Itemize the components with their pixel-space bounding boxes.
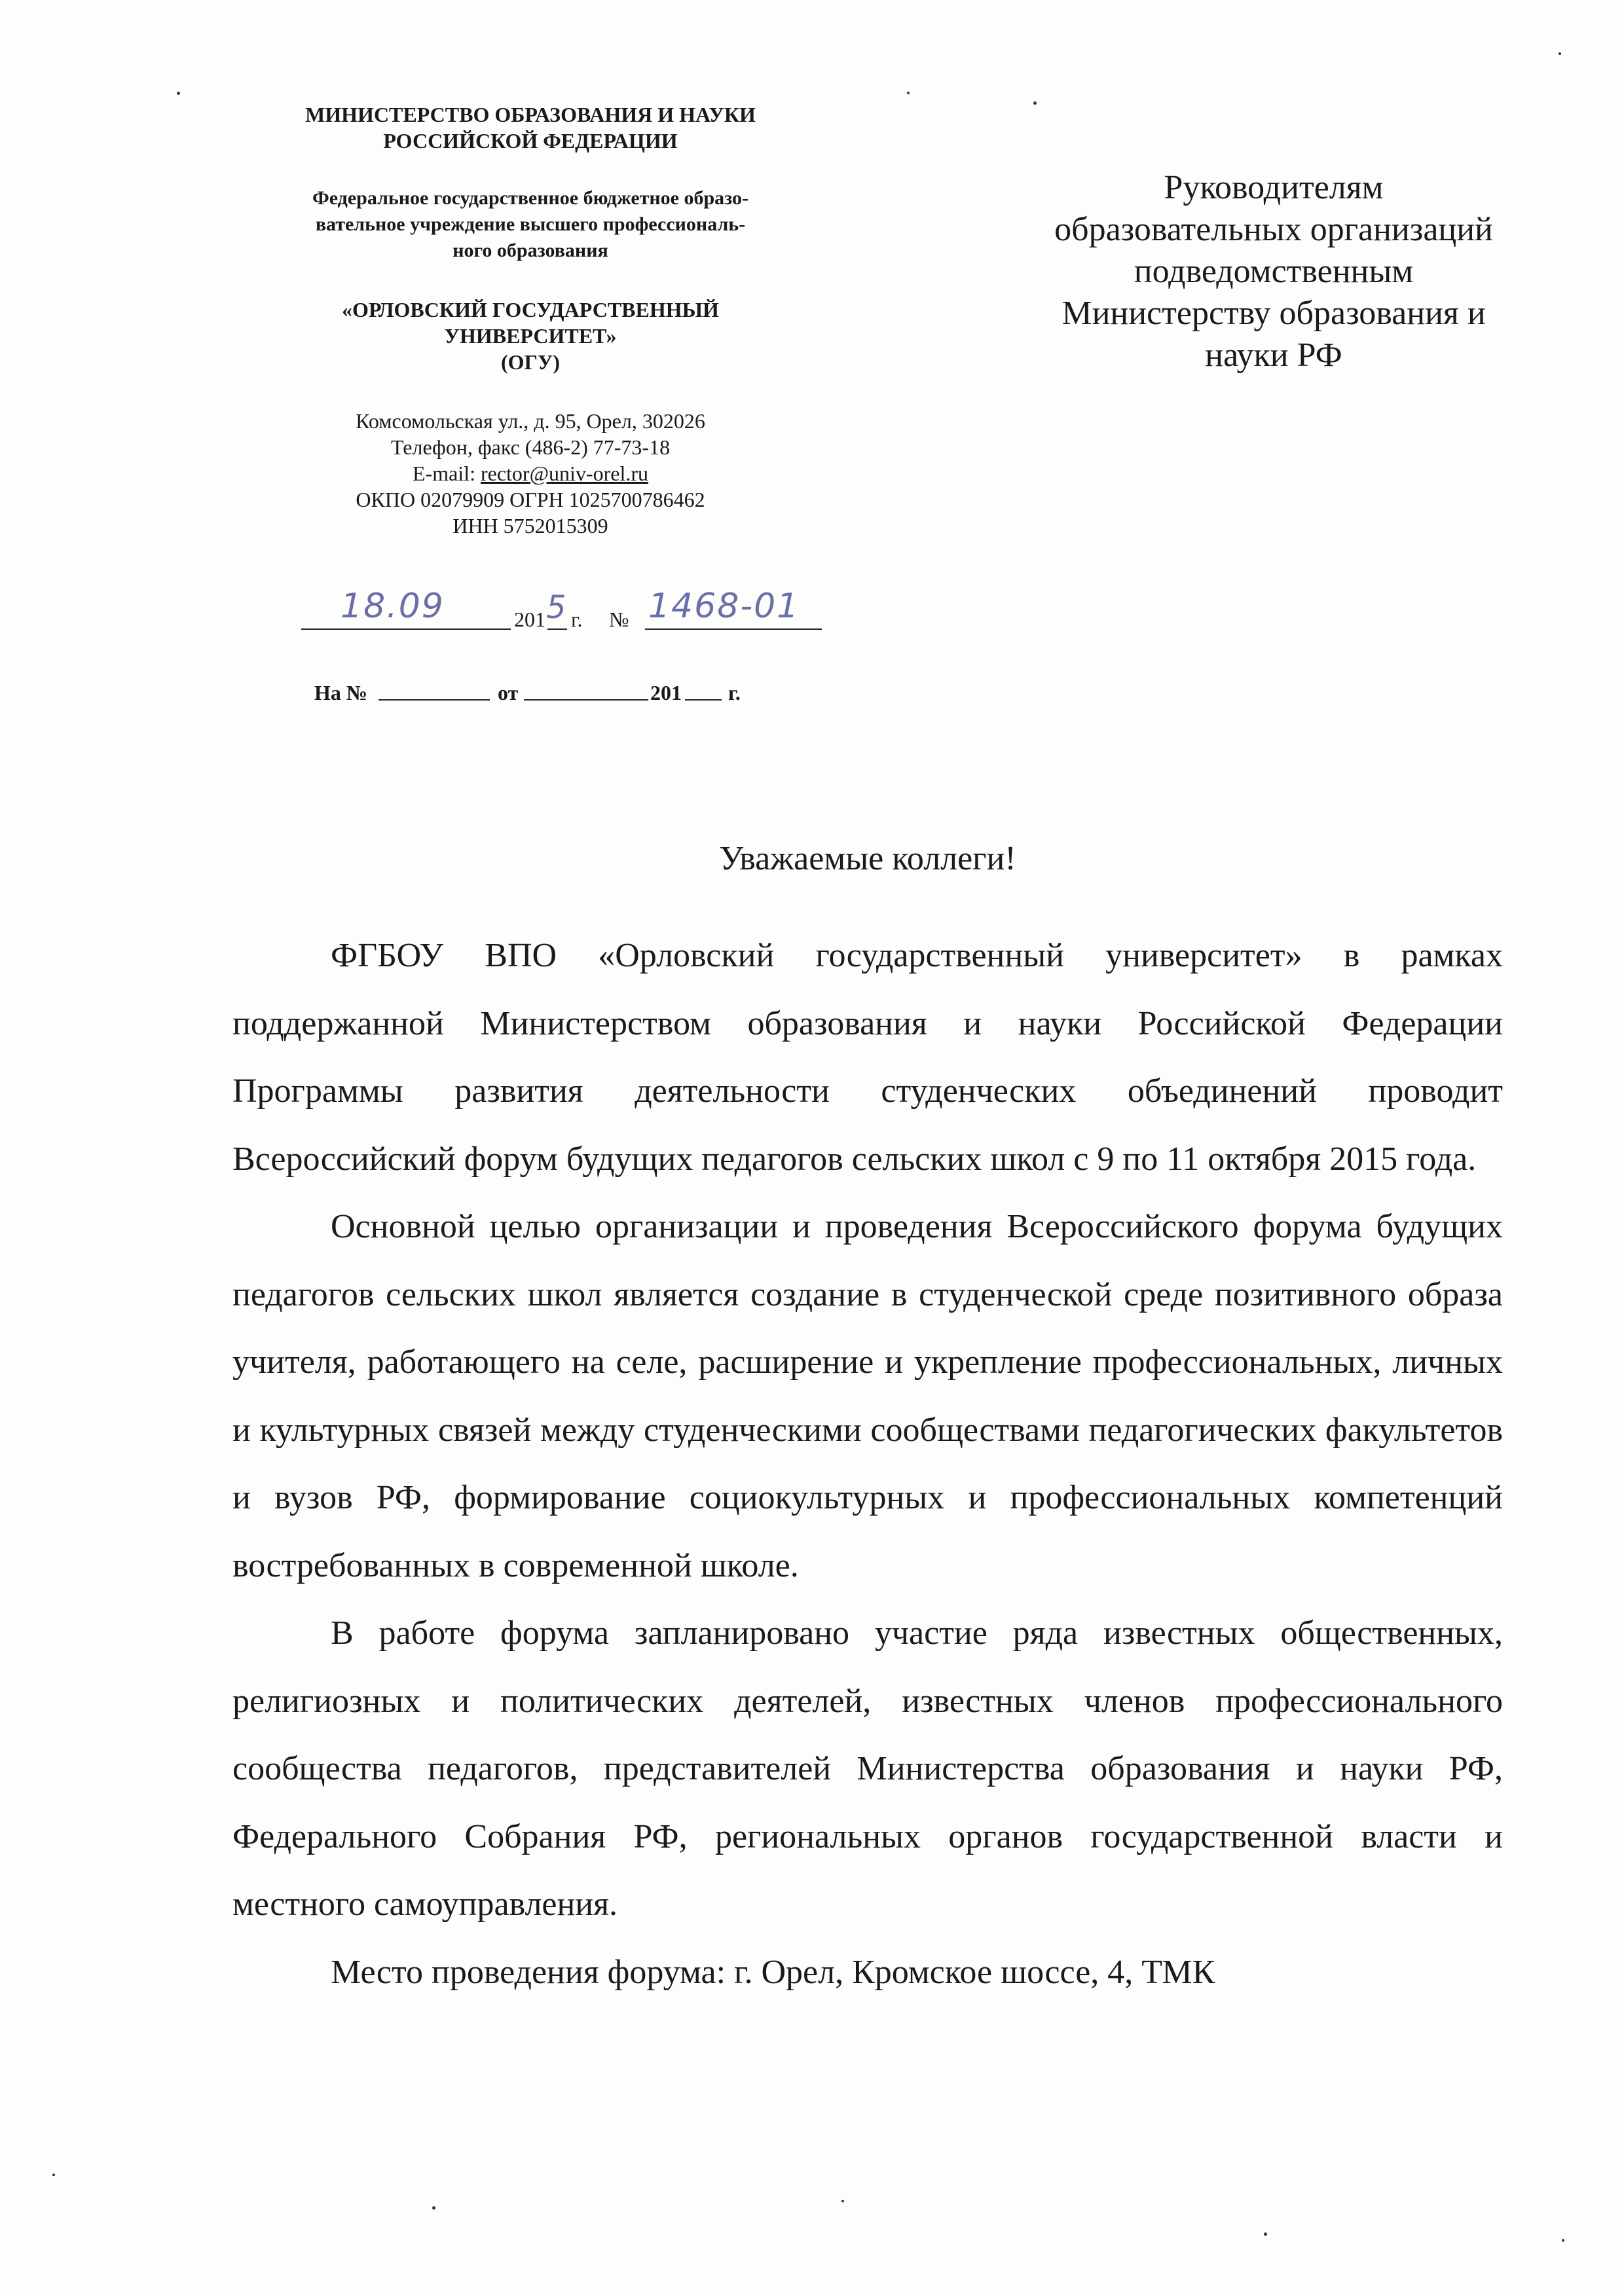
okpo-ogrn: ОКПО 02079909 ОГРН 1025700786462 (356, 488, 705, 511)
handwritten-date: 18.09 (341, 587, 445, 626)
letterhead (223, 101, 838, 539)
salutation: Уважаемые коллеги! (719, 840, 1016, 877)
registration-line (301, 587, 825, 635)
ref-year-underline (685, 699, 722, 701)
ref-year-prefix: 201 (650, 681, 682, 704)
email-link[interactable]: rector@univ-orel.ru (480, 462, 648, 485)
inn: ИНН 5752015309 (452, 514, 608, 538)
org-type-line-2: вательное учреждение высшего профессиональ- (315, 213, 746, 235)
email-label: E-mail: (413, 462, 481, 485)
ministry-line-2: РОССИЙСКОЙ ФЕДЕРАЦИИ (383, 129, 678, 153)
org-type-line-3: ного образования (452, 240, 608, 261)
addressee-line-4: Министерству образования и (1061, 295, 1486, 332)
scan-speck (1559, 52, 1561, 55)
year-suffix: г. (571, 608, 583, 631)
reference-line (314, 674, 838, 707)
paragraph-2: Основной целью организации и проведения Всероссийского форума будущих педагогов сельских школ является создание в студенческой среде позитивного образа учителя, работающего на селе, расширение и укрепление профессиональных, личных и культурных связей между студенческими сообществами педагогических факультетов и вузов РФ, формирование социокультурных и профессиональных компетенций востребованных в современной школе. (232, 1208, 1503, 1584)
ministry-line-1: МИНИСТЕРСТВО ОБРАЗОВАНИЯ И НАУКИ (305, 103, 756, 126)
ref-date-underline (524, 699, 648, 701)
university-abbr: (ОГУ) (500, 350, 561, 374)
ministry-name (223, 101, 838, 154)
scan-speck (1264, 2232, 1267, 2236)
addressee-line-3: подведомственным (1134, 253, 1414, 290)
ref-from-label: от (498, 681, 519, 704)
addressee-line-1: Руководителям (1164, 169, 1384, 206)
scan-speck (52, 2174, 55, 2176)
address: Комсомольская ул., д. 95, Орел, 302026 (356, 409, 705, 433)
scan-speck (432, 2206, 435, 2210)
year-prefix: 201 (514, 608, 545, 631)
contacts (223, 408, 838, 539)
org-type-line-1: Федеральное государственное бюджетное образо- (312, 187, 749, 209)
scan-speck (1562, 2239, 1564, 2242)
paragraph-4: Место проведения форума: г. Орел, Кромское шоссе, 4, ТМК (331, 1953, 1215, 1991)
addressee (1002, 167, 1545, 376)
email-row (223, 460, 838, 486)
scan-speck (177, 92, 180, 95)
addressee-line-5: науки РФ (1205, 337, 1342, 374)
organization-type (223, 185, 838, 264)
paragraph-1: ФГБОУ ВПО «Орловский государственный университет» в рамках поддержанной Министерством образования и науки Российской Федерации Программы развития деятельности студенческих объединений проводит Всероссийский форум будущих педагогов сельских школ с 9 по 11 октября 2015 года. (232, 937, 1503, 1178)
number-label: № (609, 608, 629, 631)
ref-no-underline (378, 699, 490, 701)
university-name (223, 297, 838, 375)
scan-speck (907, 92, 910, 94)
ref-no-label: На № (314, 681, 368, 704)
addressee-line-2: образовательных организаций (1054, 211, 1493, 248)
phone: Телефон, факс (486-2) 77-73-18 (390, 435, 671, 459)
handwritten-number: 1468-01 (648, 587, 800, 626)
ref-year-suffix: г. (728, 681, 741, 704)
handwritten-year: 5 (546, 589, 568, 626)
scan-speck (1033, 101, 1037, 105)
letter-body (232, 922, 1503, 2006)
scan-speck (841, 2200, 844, 2202)
university-line-1: «ОРЛОВСКИЙ ГОСУДАРСТВЕННЫЙ (342, 298, 719, 321)
university-line-2: УНИВЕРСИТЕТ» (444, 324, 617, 348)
paragraph-3: В работе форума запланировано участие ряда известных общественных, религиозных и политических деятелей, известных членов профессионального сообщества педагогов, представителей Министерства образования и науки РФ, Федерального Собрания РФ, региональных органов государственной власти и местного самоуправления. (232, 1614, 1503, 1923)
